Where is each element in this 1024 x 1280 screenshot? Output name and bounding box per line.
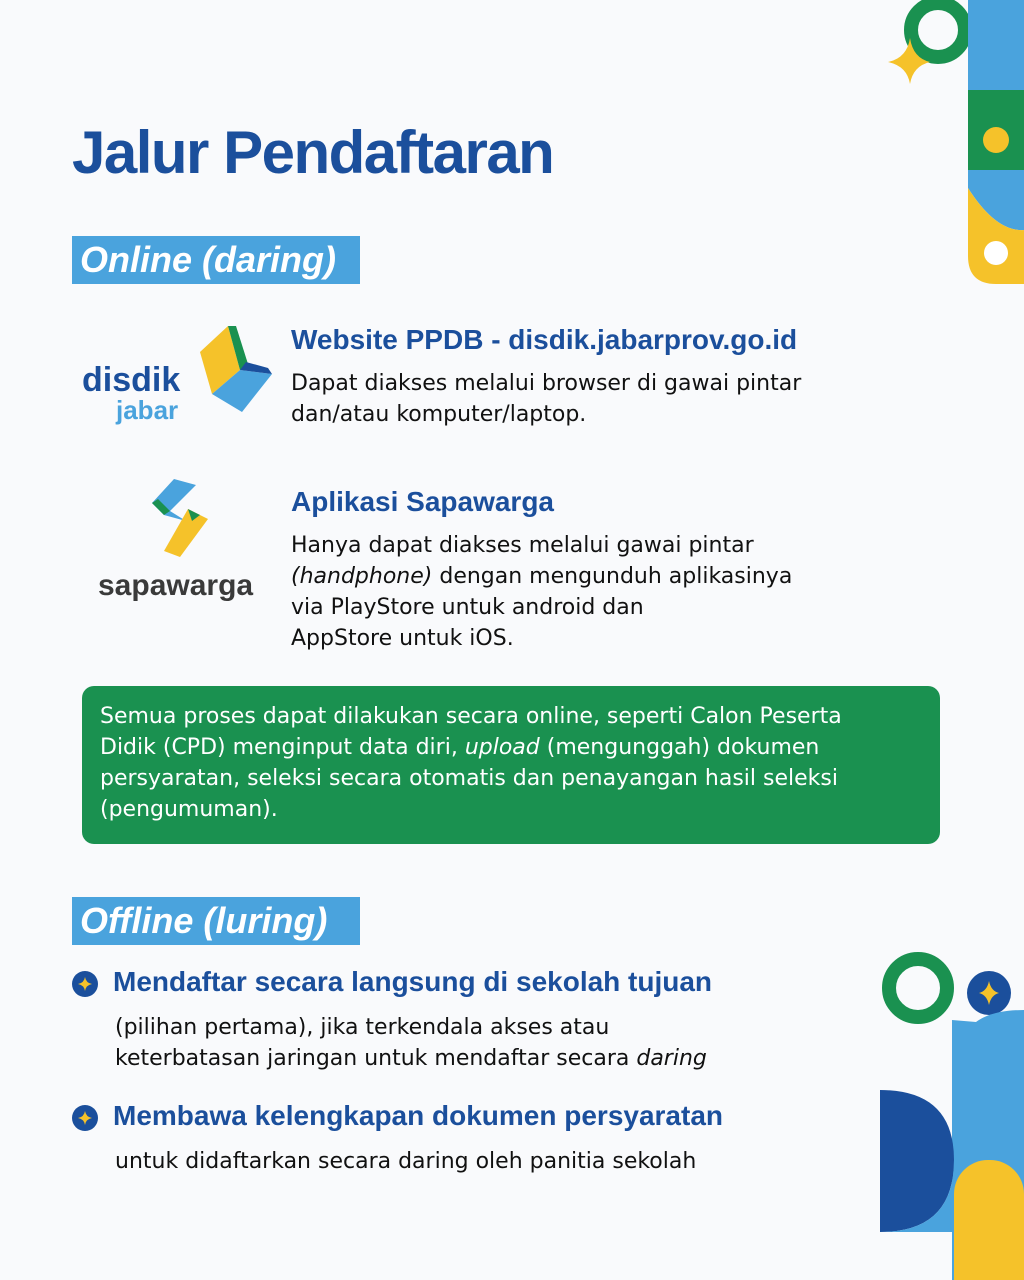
desc-line (291, 561, 792, 592)
item-desc-website (291, 368, 801, 430)
desc-line: Dapat diakses melalui browser di gawai pintar (291, 371, 802, 396)
offline-item-title-1: Mendaftar secara langsung di sekolah tujuan (113, 966, 713, 997)
note-line (100, 732, 922, 763)
sapawarga-logo-text: sapawarga (98, 569, 254, 602)
note-line: persyaratan, seleksi secara otomatis dan penayangan hasil seleksi (100, 766, 838, 791)
desc-text: dengan mengunduh aplikasinya (432, 564, 793, 589)
desc-italic: (handphone) (291, 564, 433, 589)
desc-line: dan/atau komputer/laptop. (291, 402, 587, 427)
item-desc-sapawarga (291, 530, 792, 654)
note-line: Semua proses dapat dilakukan secara online, seperti Calon Peserta (100, 704, 842, 729)
desc-italic: daring (636, 1046, 707, 1071)
disdik-jabar-logo (80, 322, 275, 432)
sapawarga-logo (96, 475, 271, 610)
offline-item-desc-2 (115, 1146, 696, 1177)
desc-line: Hanya dapat diakses melalui gawai pintar (291, 533, 754, 558)
item-title-sapawarga: Aplikasi Sapawarga (291, 486, 555, 517)
desc-line: (pilihan pertama), jika terkendala akses atau (115, 1015, 610, 1040)
decorative-shapes-bottom (880, 950, 1024, 1280)
desc-text: keterbatasan jaringan untuk mendaftar secara (115, 1046, 637, 1071)
offline-item-title-2: Membawa kelengkapan dokumen persyaratan (113, 1100, 723, 1131)
online-note-box (82, 686, 940, 844)
note-line: (pengumuman). (100, 797, 278, 822)
note-italic: upload (464, 735, 540, 760)
desc-line: via PlayStore untuk android dan (291, 595, 644, 620)
disdik-logo-text: disdik (82, 361, 181, 399)
desc-line: AppStore untuk iOS. (291, 626, 514, 651)
desc-line: untuk didaftarkan secara daring oleh panitia sekolah (115, 1149, 697, 1174)
note-text: (mengunggah) dokumen (539, 735, 820, 760)
note-text: Didik (CPD) menginput data diri, (100, 735, 465, 760)
star-bullet-icon (72, 1105, 98, 1131)
page-title: Jalur Pendaftaran (72, 119, 554, 186)
section-label-online: Online (daring) (72, 236, 360, 284)
item-title-website: Website PPDB - disdik.jabarprov.go.id (291, 324, 798, 355)
section-label-offline: Offline (luring) (72, 897, 360, 945)
desc-line (115, 1043, 707, 1074)
offline-item-desc-1 (115, 1012, 707, 1074)
star-bullet-icon (72, 971, 98, 997)
decorative-shapes-top (880, 0, 1024, 290)
jabar-logo-text: jabar (116, 395, 179, 425)
